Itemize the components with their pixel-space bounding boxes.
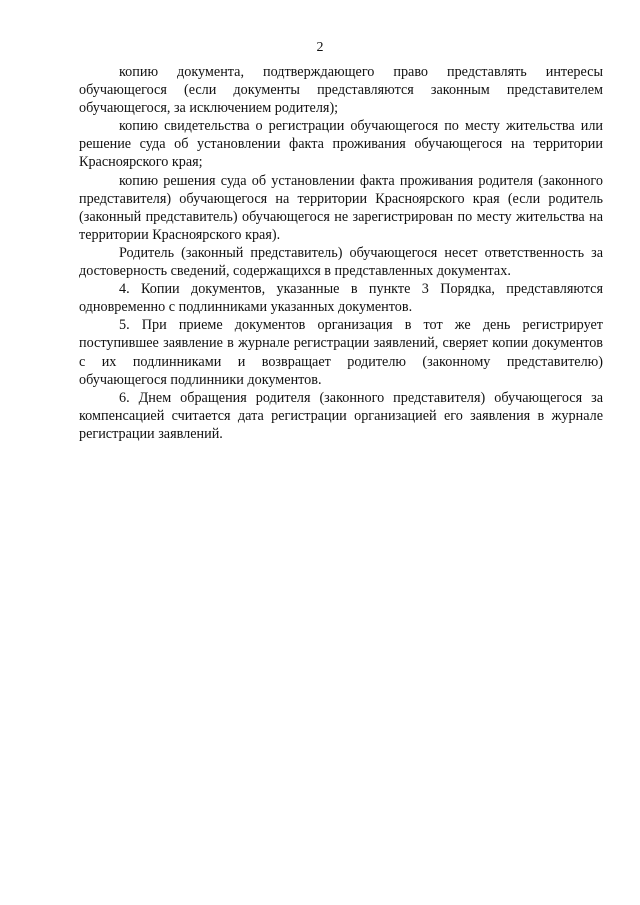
- paragraph-item-5: 5. При приеме документов организация в тот же день регистрирует поступившее заявление в журнале регистрации заявлений, сверяет копии документов с их подлинниками и возвращает родителю (законному представителю) обучающегося подлинники документов.: [79, 317, 603, 388]
- paragraph-item-6: 6. Днем обращения родителя (законного представителя) обучающегося за компенсацией считается дата регистрации организацией его заявления в журнале регистрации заявлений.: [79, 389, 603, 442]
- paragraph-copy-registration-certificate: копию свидетельства о регистрации обучающегося по месту жительства или решение суда об установлении факта проживания обучающегося на территории Красноярского края;: [79, 118, 603, 171]
- paragraph-copy-representation-document: копию документа, подтверждающего право представлять интересы обучающегося (если документы представляются законным представителем обучающегося, за исключением родителя);: [79, 64, 603, 117]
- document-body: [79, 63, 603, 443]
- paragraph-parent-responsibility: Родитель (законный представитель) обучающегося несет ответственность за достоверность сведений, содержащихся в представленных документах.: [79, 244, 603, 280]
- paragraph-item-4: 4. Копии документов, указанные в пункте 3 Порядка, представляются одновременно с подлинниками указанных документов.: [79, 281, 603, 316]
- page-number: 2: [316, 40, 324, 55]
- paragraph-copy-court-decision: копию решения суда об установлении факта проживания родителя (законного представителя) обучающегося на территории Красноярского края (если родитель (законный представитель) обучающегося не зарегистрирован по месту жительства на территории Красноярского края).: [79, 172, 603, 243]
